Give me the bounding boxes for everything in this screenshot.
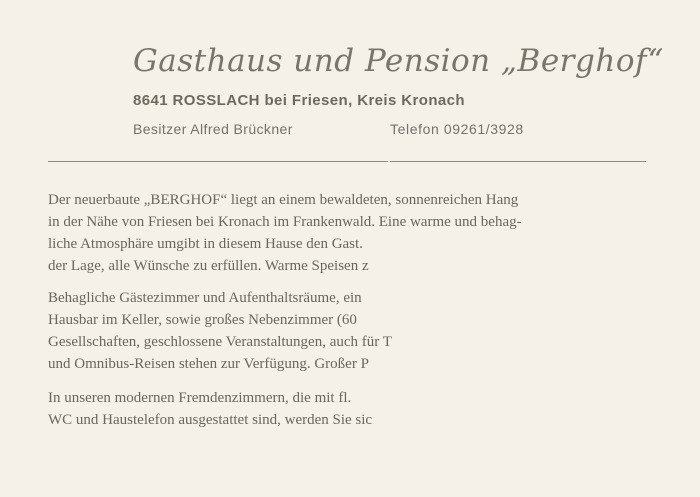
paragraph-3 (48, 387, 648, 431)
letterhead-owner: Besitzer Alfred Brückner (133, 121, 293, 137)
paragraph-line: Der neuerbaute „BERGHOF“ liegt an einem bewaldeten, sonnenreichen Hang (48, 192, 519, 208)
paragraph-2 (48, 287, 648, 375)
divider-right (390, 161, 646, 162)
paragraph-line: Gesellschaften, geschlossene Veranstaltungen, auch für T (48, 334, 392, 350)
paragraph-line: Behagliche Gästezimmer und Aufenthaltsräume, ein (48, 290, 362, 306)
paragraph-line: der Lage, alle Wünsche zu erfüllen. Warme Speisen z (48, 258, 369, 274)
letterhead-title: Gasthaus und Pension „Berghof“ (133, 43, 664, 79)
paragraph-1 (48, 189, 648, 277)
paragraph-line: In unseren modernen Fremdenzimmern, die mit fl. (48, 390, 352, 406)
paragraph-line: WC und Haustelefon ausgestattet sind, werden Sie sic (48, 412, 373, 428)
divider-left (48, 161, 388, 162)
letterhead-phone: Telefon 09261/3928 (390, 121, 524, 137)
paragraph-line: in der Nähe von Friesen bei Kronach im Frankenwald. Eine warme und behag- (48, 214, 522, 230)
paragraph-line: Hausbar im Keller, sowie großes Nebenzimmer (60 (48, 312, 357, 328)
paragraph-line: liche Atmosphäre umgibt in diesem Hause den Gast. (48, 236, 363, 252)
letterhead-address: 8641 ROSSLACH bei Friesen, Kreis Kronach (133, 92, 465, 109)
paragraph-line: und Omnibus-Reisen stehen zur Verfügung. Großer P (48, 356, 369, 372)
